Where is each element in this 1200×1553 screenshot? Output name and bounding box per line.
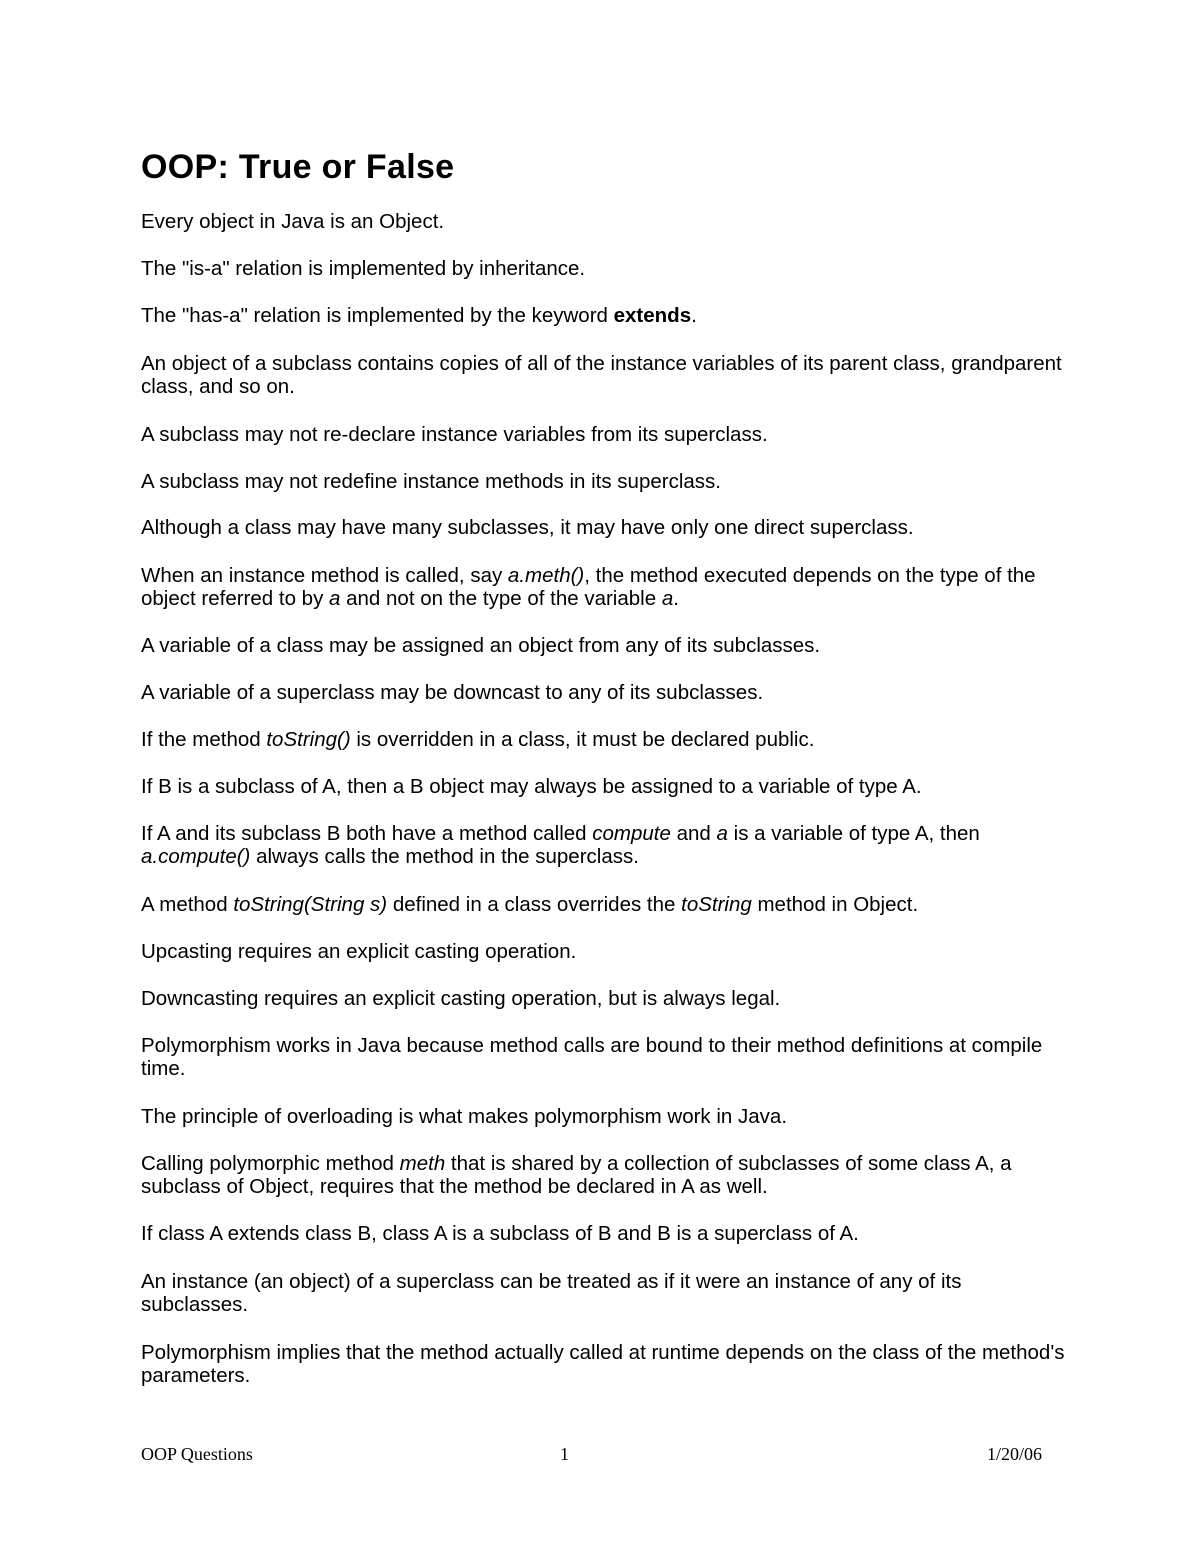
footer-page-number: 1 [560, 1444, 569, 1464]
code-text: toString [681, 893, 752, 916]
question-text: Upcasting requires an explicit casting operation. [141, 940, 577, 963]
question-item [141, 423, 1066, 446]
question-item [141, 681, 1066, 704]
question-item [141, 257, 1066, 280]
question-text: When an instance method is called, say [141, 564, 508, 587]
keyword-text: extends [613, 304, 692, 327]
question-text: The "is-a" relation is implemented by inheritance. [141, 257, 586, 280]
question-item [141, 634, 1066, 657]
question-item [141, 1034, 1066, 1080]
question-item [141, 893, 1066, 916]
question-text: A variable of a class may be assigned an object from any of its subclasses. [141, 634, 821, 657]
question-text: An instance (an object) of a superclass can be treated as if it were an instance of any of its subclasses. [141, 1270, 962, 1316]
code-text: a [661, 587, 674, 610]
question-text: Polymorphism implies that the method actually called at runtime depends on the class of the method's parameters. [141, 1341, 1065, 1387]
question-text: Polymorphism works in Java because method calls are bound to their method definitions at compile time. [141, 1034, 1043, 1080]
question-text: Although a class may have many subclasses, it may have only one direct superclass. [141, 516, 914, 539]
question-item [141, 822, 1066, 868]
question-text: An object of a subclass contains copies of all of the instance variables of its parent class, grandparent class, and so on. [141, 352, 1062, 398]
code-text: toString(String s) [233, 893, 388, 916]
question-text: A subclass may not redefine instance methods in its superclass. [141, 470, 721, 493]
question-text: Every object in Java is an Object. [141, 210, 445, 233]
question-text: . [673, 587, 679, 610]
question-text: The "has-a" relation is implemented by the keyword [141, 304, 614, 327]
question-text: Downcasting requires an explicit casting operation, but is always legal. [141, 987, 781, 1010]
question-text: A subclass may not re-declare instance variables from its superclass. [141, 423, 768, 446]
question-item [141, 775, 1066, 798]
question-item [141, 352, 1066, 398]
question-item [141, 940, 1066, 963]
question-text: method in Object. [751, 893, 919, 916]
page-title: OOP: True or False [141, 148, 455, 186]
question-text: Calling polymorphic method [141, 1152, 400, 1175]
question-item [141, 1152, 1066, 1198]
question-text: If A and its subclass B both have a method called [141, 822, 593, 845]
question-text: If B is a subclass of A, then a B object may always be assigned to a variable of type A. [141, 775, 922, 798]
code-text: a [329, 587, 341, 610]
question-item [141, 210, 1066, 233]
question-item [141, 304, 1066, 327]
footer-date: 1/20/06 [986, 1444, 1042, 1464]
question-text: If the method [141, 728, 267, 751]
question-text: If class A extends class B, class A is a subclass of B and B is a superclass of A. [141, 1222, 859, 1245]
question-item [141, 987, 1066, 1010]
question-text: defined in a class overrides the [387, 893, 682, 916]
question-item [141, 1105, 1066, 1128]
code-text: toString() [266, 728, 351, 751]
question-text: A method [141, 893, 234, 916]
question-text: and not on the type of the variable [340, 587, 662, 610]
code-text: a [716, 822, 728, 845]
question-text: The principle of overloading is what makes polymorphism work in Java. [141, 1105, 788, 1128]
question-text: , the method executed depends on the type of the object referred to by [141, 564, 1036, 610]
footer-doc-name: OOP Questions [141, 1444, 253, 1464]
question-item [141, 1341, 1066, 1387]
question-item [141, 516, 1066, 539]
question-item [141, 1270, 1066, 1316]
question-text: . [691, 304, 697, 327]
question-text: and [670, 822, 717, 845]
code-text: compute [592, 822, 671, 845]
question-text: is overridden in a class, it must be declared public. [350, 728, 815, 751]
question-item [141, 1222, 1066, 1245]
question-text: that is shared by a collection of subclasses of some class A, a subclass of Object, requires that the method be declared in A as well. [141, 1152, 1012, 1198]
question-item [141, 728, 1066, 751]
code-text: a.meth() [507, 564, 585, 587]
question-item [141, 470, 1066, 493]
code-text: meth [399, 1152, 446, 1175]
question-text: is a variable of type A, then [727, 822, 980, 845]
code-text: a.compute() [141, 845, 251, 868]
question-item [141, 564, 1066, 610]
question-text: always calls the method in the superclass. [250, 845, 639, 868]
question-text: A variable of a superclass may be downcast to any of its subclasses. [141, 681, 764, 704]
